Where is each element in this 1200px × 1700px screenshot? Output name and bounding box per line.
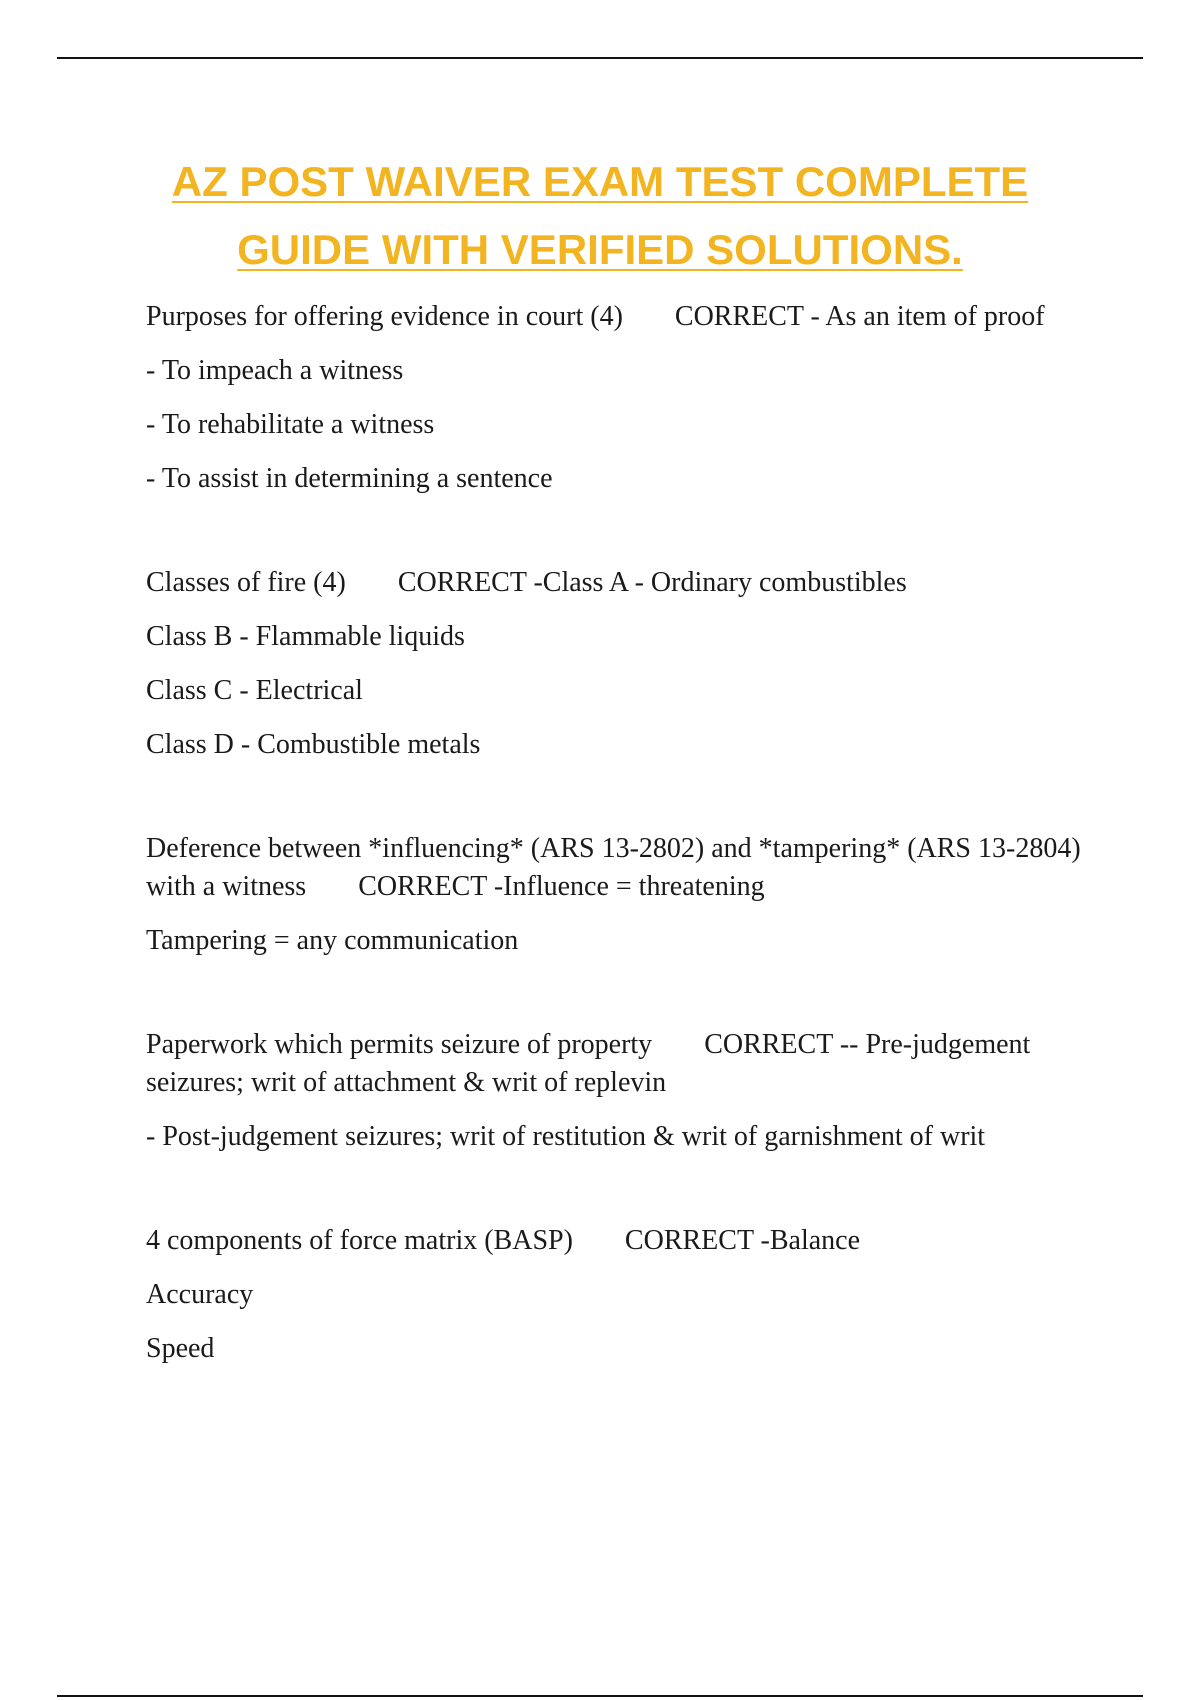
qa-item (146, 830, 1096, 906)
question-text: Purposes for offering evidence in court (4) (146, 301, 623, 332)
qa-block-2 (146, 564, 1096, 764)
document-title (0, 148, 1200, 284)
answer-line: - Post-judgement seizures; writ of restitution & writ of garnishment of writ (146, 1121, 986, 1152)
qa-block-1 (146, 298, 1096, 498)
answer-line: Speed (146, 1333, 215, 1364)
answer-line: Class C - Electrical (146, 675, 363, 706)
qa-item (146, 564, 1096, 602)
bottom-rule (57, 1695, 1143, 1697)
question-text: Deference between *influencing* (ARS 13-2802) and *tampering* (ARS 13-2804) with a witness (146, 833, 1081, 902)
document-body (146, 298, 1096, 1384)
top-rule (57, 57, 1143, 59)
question-text: Paperwork which permits seizure of property (146, 1029, 653, 1060)
answer-line: - To rehabilitate a witness (146, 409, 435, 440)
answer-text: CORRECT - As an item of proof (674, 301, 1045, 332)
answer-line: Accuracy (146, 1279, 254, 1310)
answer-text: CORRECT -Balance (624, 1225, 861, 1256)
answer-line: Class D - Combustible metals (146, 729, 481, 760)
answer-text: CORRECT -- Pre-judgement seizures; writ of attachment & writ of replevin (146, 1029, 1031, 1098)
qa-item (146, 1222, 1096, 1260)
answer-text: CORRECT -Influence = threatening (358, 871, 765, 902)
answer-line: Tampering = any communication (146, 925, 519, 956)
qa-block-3 (146, 830, 1096, 960)
answer-line: - To impeach a witness (146, 355, 404, 386)
question-text: Classes of fire (4) (146, 567, 346, 598)
qa-block-5 (146, 1222, 1096, 1368)
title-line-2: GUIDE WITH VERIFIED SOLUTIONS. (237, 226, 963, 273)
qa-block-4 (146, 1026, 1096, 1156)
answer-text: CORRECT -Class A - Ordinary combustibles (397, 567, 907, 598)
answer-line: - To assist in determining a sentence (146, 463, 553, 494)
question-text: 4 components of force matrix (BASP) (146, 1225, 573, 1256)
qa-item (146, 1026, 1096, 1102)
qa-item (146, 298, 1096, 336)
title-line-1: AZ POST WAIVER EXAM TEST COMPLETE (171, 158, 1029, 205)
answer-line: Class B - Flammable liquids (146, 621, 465, 652)
